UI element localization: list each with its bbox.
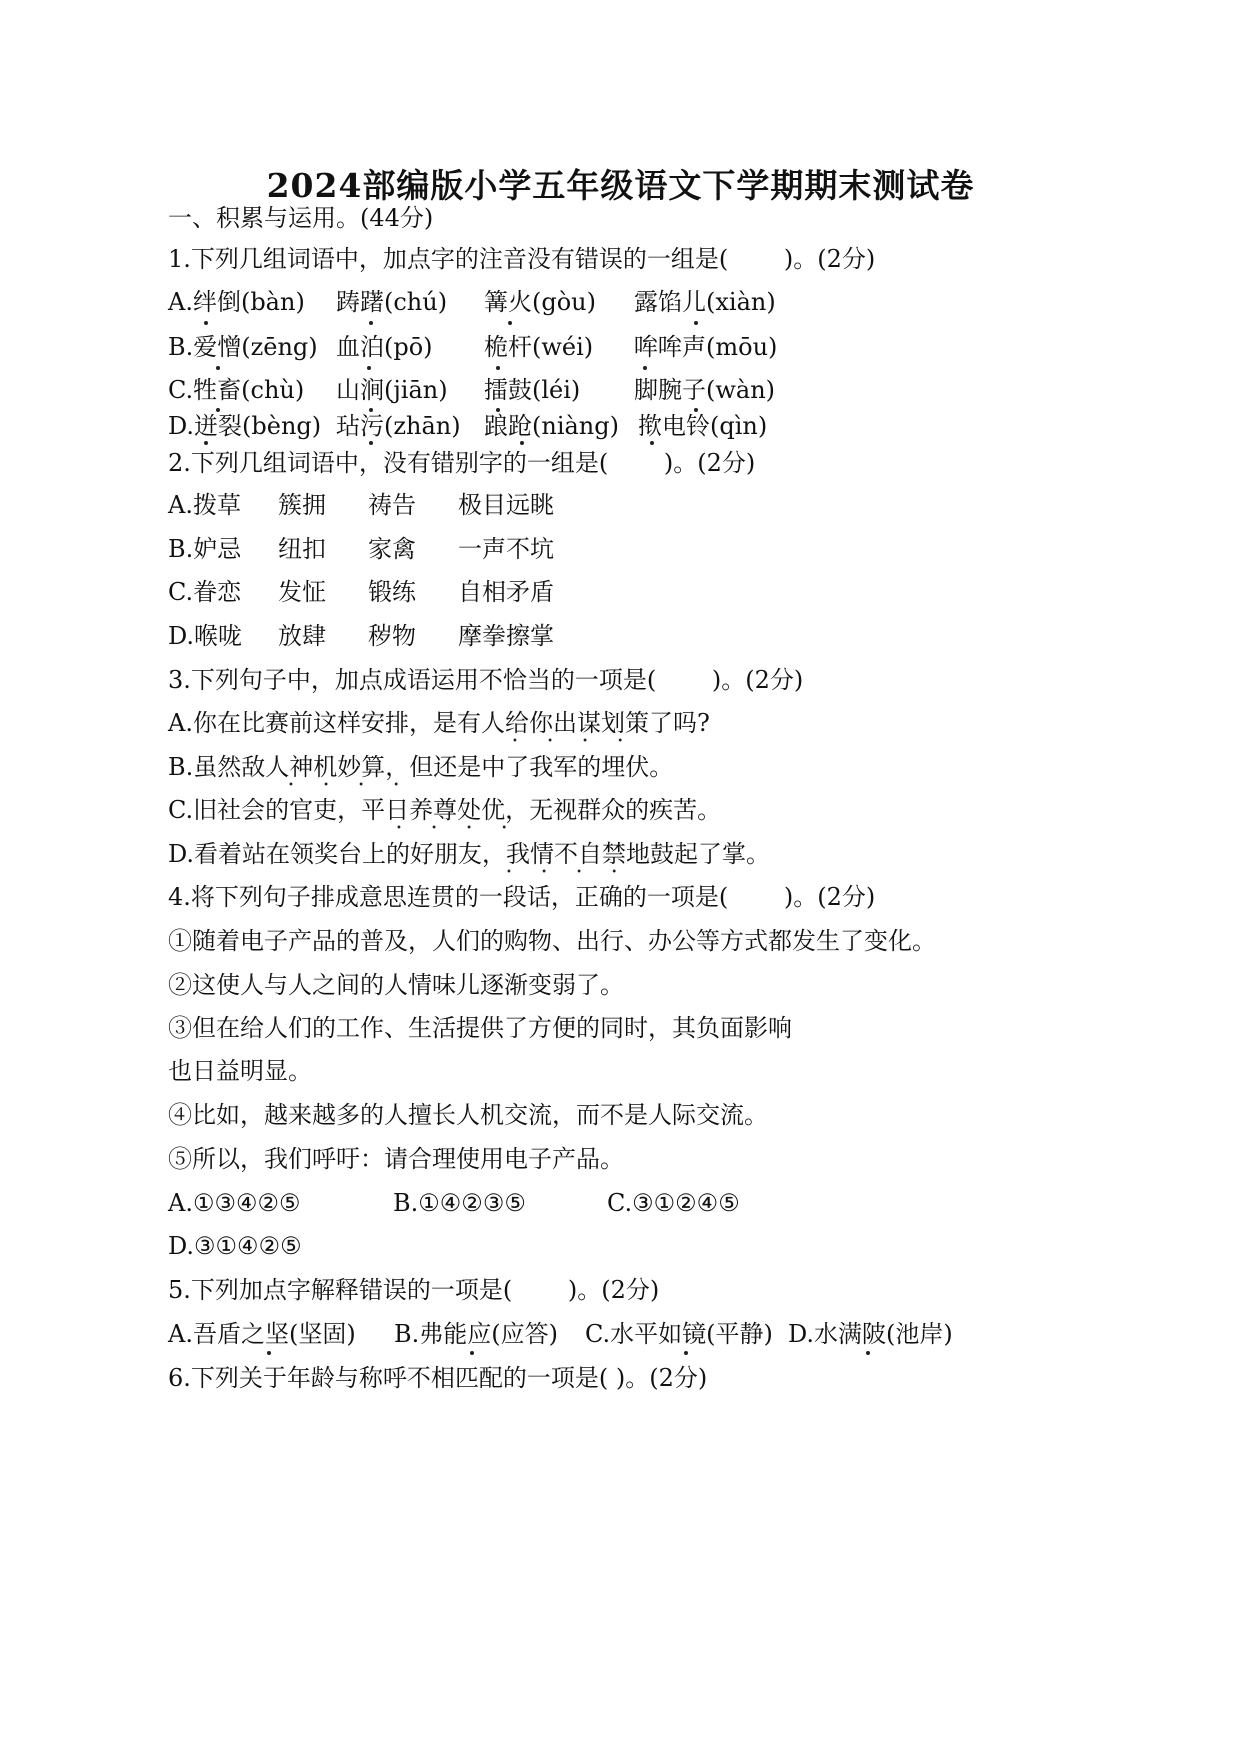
- emphasis-dot: [216, 366, 220, 370]
- q2-a-1: A.拨草: [168, 491, 241, 519]
- q2-b-3: 家禽: [368, 535, 416, 563]
- q5-option-d: D.水满陂(池岸): [788, 1320, 953, 1348]
- emphasis-dot: [496, 366, 500, 370]
- emphasis-dot: [204, 321, 208, 325]
- q1-b-1: B.爱憎(zēng): [168, 333, 318, 361]
- emphasis-dots: • • • •: [512, 736, 637, 747]
- emphasis-dot: [369, 321, 373, 325]
- q4-option-a: A.①③④②⑤: [168, 1189, 301, 1217]
- question-1-stem: 1.下列几组词语中，加点字的注音没有错误的一组是( )。(2分): [168, 245, 876, 273]
- emphasis-dot: [216, 408, 220, 412]
- q2-c-2: 发怔: [278, 578, 326, 606]
- q4-option-d: D.③①④②⑤: [168, 1232, 302, 1260]
- emphasis-dot: [470, 1351, 474, 1355]
- emphasis-dot: [694, 321, 698, 325]
- emphasis-dot: [267, 1351, 271, 1355]
- question-4-stem: 4.将下列句子排成意思连贯的一段话，正确的一项是( )。(2分): [168, 883, 876, 911]
- q2-d-3: 秽物: [368, 622, 416, 650]
- q1-d-3: 踉跄(niàng): [484, 412, 619, 440]
- q1-b-2: 血泊(pō): [336, 333, 433, 361]
- q4-sentence-3: ③但在给人们的工作、生活提供了方便的同时，其负面影响: [168, 1014, 792, 1042]
- emphasis-dot: [643, 366, 647, 370]
- q1-c-2: 山涧(jiān): [336, 376, 448, 404]
- q2-d-4: 摩拳擦掌: [458, 622, 554, 650]
- question-2-stem: 2.下列几组词语中，没有错别字的一组是( )。(2分): [168, 449, 756, 477]
- q3-option-d: D.看着站在领奖台上的好朋友，我情不自禁地鼓起了掌。: [168, 840, 771, 868]
- q1-a-2: 踌躇(chú): [336, 288, 448, 316]
- q4-sentence-4: ④比如，越来越多的人擅长人机交流，而不是人际交流。: [168, 1101, 768, 1129]
- q1-d-4: 揿电铃(qìn): [638, 412, 768, 440]
- q4-sentence-5: ⑤所以，我们呼吁：请合理使用电子产品。: [168, 1145, 624, 1173]
- emphasis-dots: • • • •: [506, 867, 631, 878]
- emphasis-dot: [520, 441, 524, 445]
- q1-c-1: C.牲畜(chù): [168, 376, 305, 404]
- q3-option-c: C.旧社会的官吏，平日养尊处优，无视群众的疾苦。: [168, 796, 722, 824]
- q2-b-4: 一声不坑: [458, 535, 554, 563]
- question-3-stem: 3.下列句子中，加点成语运用不恰当的一项是( )。(2分): [168, 666, 804, 694]
- q3-option-a: A.你在比赛前这样安排，是有人给你出谋划策了吗?: [168, 709, 710, 737]
- q2-a-3: 祷告: [368, 491, 416, 519]
- emphasis-dot: [367, 366, 371, 370]
- q1-b-3: 桅杆(wéi): [484, 333, 594, 361]
- q4-sentence-3-cont: 也日益明显。: [168, 1057, 312, 1085]
- q2-b-2: 纽扣: [278, 535, 326, 563]
- q3-option-b: B.虽然敌人神机妙算，但还是中了我军的埋伏。: [168, 753, 674, 781]
- q5-option-c: C.水平如镜(平静): [585, 1320, 773, 1348]
- q2-c-3: 锻练: [368, 578, 416, 606]
- q2-c-1: C.眷恋: [168, 578, 242, 606]
- emphasis-dot: [866, 1351, 870, 1355]
- q2-d-1: D.喉咙: [168, 622, 243, 650]
- emphasis-dot: [508, 321, 512, 325]
- q2-a-2: 簇拥: [278, 491, 326, 519]
- emphasis-dot: [204, 441, 208, 445]
- question-6-stem: 6.下列关于年龄与称呼不相匹配的一项是( )。(2分): [168, 1364, 708, 1392]
- q5-option-a: A.吾盾之坚(坚固): [168, 1320, 356, 1348]
- q4-sentence-1: ①随着电子产品的普及，人们的购物、出行、办公等方式都发生了变化。: [168, 927, 936, 955]
- emphasis-dot: [369, 441, 373, 445]
- page-title: 2024部编版小学五年级语文下学期期末测试卷: [266, 166, 975, 205]
- q1-a-4: 露馅儿(xiàn): [634, 288, 776, 316]
- q1-a-3: 篝火(gòu): [484, 288, 596, 316]
- q2-a-4: 极目远眺: [458, 491, 554, 519]
- emphasis-dot: [684, 1351, 688, 1355]
- emphasis-dots: • • • •: [396, 823, 521, 834]
- emphasis-dots: • • • •: [288, 780, 413, 791]
- q1-b-4: 哞哞声(mōu): [634, 333, 778, 361]
- emphasis-dot: [650, 441, 654, 445]
- emphasis-dot: [496, 408, 500, 412]
- q4-option-c: C.③①②④⑤: [607, 1189, 740, 1217]
- question-5-stem: 5.下列加点字解释错误的一项是( )。(2分): [168, 1276, 660, 1304]
- q2-d-2: 放肆: [278, 622, 326, 650]
- q2-c-4: 自相矛盾: [458, 578, 554, 606]
- q2-b-1: B.妒忌: [168, 535, 242, 563]
- emphasis-dot: [369, 408, 373, 412]
- q1-c-3: 擂鼓(léi): [484, 376, 581, 404]
- q1-d-2: 玷污(zhān): [336, 412, 461, 440]
- q4-sentence-2: ②这使人与人之间的人情味儿逐渐变弱了。: [168, 971, 624, 999]
- emphasis-dot: [694, 408, 698, 412]
- q5-option-b: B.弗能应(应答): [394, 1320, 558, 1348]
- q1-d-1: D.迸裂(bèng): [168, 412, 322, 440]
- section-heading: 一、积累与运用。(44分): [168, 204, 434, 232]
- q1-c-4: 脚腕子(wàn): [634, 376, 776, 404]
- q4-option-b: B.①④②③⑤: [393, 1189, 526, 1217]
- q1-a-1: A.绊倒(bàn): [168, 288, 305, 316]
